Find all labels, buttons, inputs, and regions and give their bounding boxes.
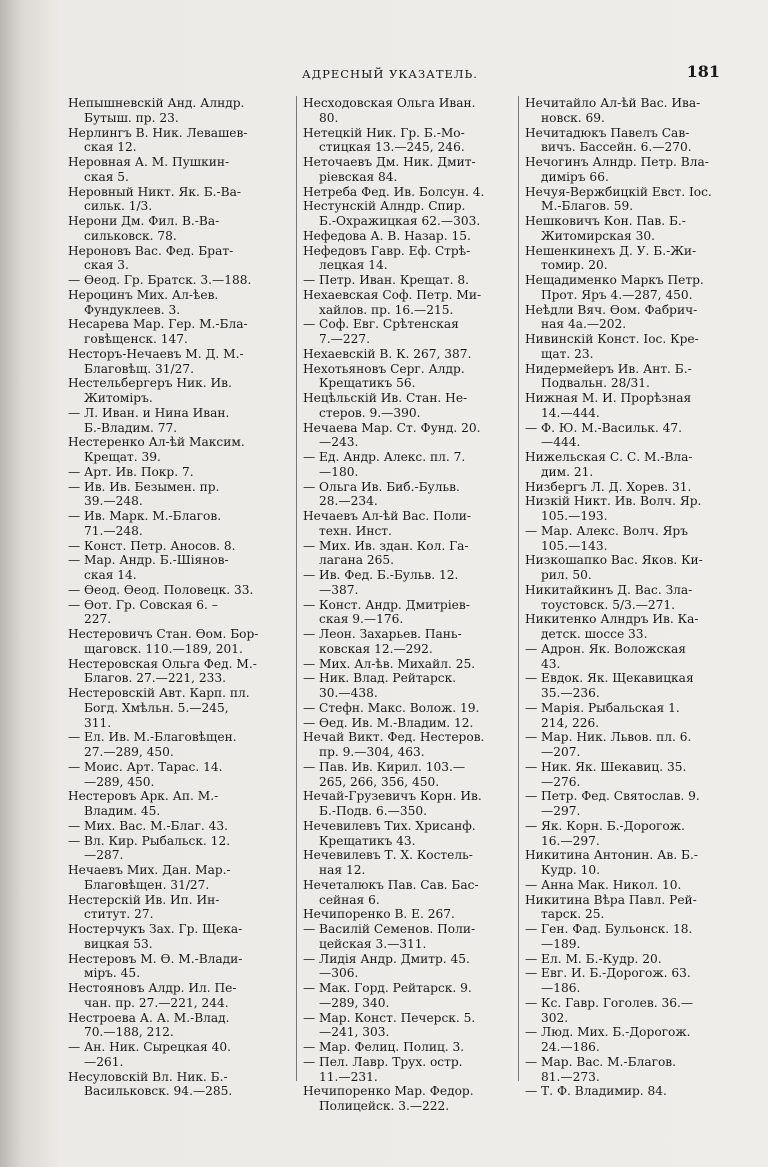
directory-continuation-line: Крещатикъ 43. <box>319 833 416 848</box>
directory-continuation-line: томир. 20. <box>541 258 608 273</box>
column-2 <box>296 96 511 1113</box>
directory-subentry-line: — Мар. Вас. М.-Благов. <box>525 1054 677 1069</box>
directory-continuation-line: Бутыш. пр. 23. <box>84 110 179 125</box>
directory-continuation-line: ная 12. <box>319 863 366 877</box>
directory-entry-line: Нефедова А. В. Назар. 15. <box>303 228 471 243</box>
directory-continuation-line: —387. <box>319 582 359 597</box>
directory-entry-line: Нестеровъ Арк. Ап. М.- <box>68 789 219 804</box>
directory-entry-line: Нестунскій Алндр. Спир. <box>303 199 466 214</box>
directory-subentry-line: — Соф. Евг. Срѣтенская <box>303 317 459 332</box>
directory-entry-line: Непышневскій Анд. Алндр. <box>68 96 245 110</box>
directory-entry-line: Несходовская Ольга Иван. <box>303 96 476 110</box>
directory-continuation-line: 30.—438. <box>319 686 378 700</box>
directory-continuation-line: 28.—234. <box>319 494 378 509</box>
directory-continuation-line: Кудр. 10. <box>541 863 601 877</box>
directory-continuation-line: сильковск. 78. <box>84 228 177 243</box>
directory-continuation-line: —261. <box>84 1054 124 1069</box>
directory-subentry-line: — Адрон. Як. Воложская <box>525 641 686 656</box>
directory-continuation-line: Житомирская 30. <box>541 228 655 243</box>
directory-entry-line: Нижельская С. С. М.-Вла- <box>525 450 693 464</box>
directory-continuation-line: —306. <box>319 966 359 981</box>
directory-continuation-line: 35.—236. <box>541 686 600 700</box>
directory-entry-line: Нечай-Грузевичъ Корн. Ив. <box>303 789 482 804</box>
directory-continuation-line: стицкая 13.—245, 246. <box>319 140 465 155</box>
directory-entry-line: Нечипоренко В. Е. 267. <box>303 907 455 922</box>
directory-subentry-line: — Лидія Андр. Дмитр. 45. <box>303 951 470 966</box>
directory-entry-line: Нерони Дм. Фил. В.-Ва- <box>68 214 220 228</box>
directory-continuation-line: ская 14. <box>84 568 137 582</box>
directory-entry-line: Нероновъ Вас. Фед. Брат- <box>68 243 234 258</box>
directory-continuation-line: —207. <box>541 745 581 759</box>
directory-continuation-line: говѣщенск. 147. <box>84 332 188 346</box>
directory-entry-line: Нечай Викт. Фед. Нестеров. <box>303 730 485 745</box>
directory-entry-line: Нестеровичъ Стан. Өом. Бор- <box>68 627 259 641</box>
directory-continuation-line: —241, 303. <box>319 1025 390 1040</box>
directory-entry-line: Нестеровскій Авт. Карп. пл. <box>68 686 250 700</box>
directory-continuation-line: Б.-Подв. 6.—350. <box>319 804 427 818</box>
directory-continuation-line: —297. <box>541 804 581 818</box>
directory-subentry-line: — Люд. Мих. Б.-Дорогож. <box>525 1025 691 1040</box>
directory-continuation-line: ріевская 84. <box>319 169 398 184</box>
directory-continuation-line: ская 5. <box>84 169 129 184</box>
directory-continuation-line: Подвальн. 28/31. <box>541 376 650 391</box>
directory-subentry-line: — Ив. Ив. Безымен. пр. <box>68 479 220 494</box>
directory-continuation-line: сейная 6. <box>319 892 380 907</box>
directory-entry-line: Нестеровская Ольга Фед. М.- <box>68 656 257 671</box>
directory-subentry-line: — Петр. Фед. Святослав. 9. <box>525 789 700 804</box>
directory-entry-line: Нивинскій Конст. Іос. Кре- <box>525 332 699 346</box>
directory-subentry-line: — Мар. Ник. Львов. пл. 6. <box>525 730 692 745</box>
directory-entry-line: Нечогинъ Алндр. Петр. Вла- <box>525 155 709 169</box>
directory-continuation-line: 39.—248. <box>84 494 143 509</box>
directory-continuation-line: Богд. Хмѣльн. 5.—245, <box>84 700 229 715</box>
directory-entry-line: Нечаевъ Ал-ѣй Вас. Поли- <box>303 509 472 523</box>
directory-subentry-line: — Өед. Ив. М.-Владим. 12. <box>303 715 474 730</box>
directory-entry-line: Несарева Мар. Гер. М.-Бла- <box>68 317 248 332</box>
directory-continuation-line: 27.—289, 450. <box>84 745 174 759</box>
directory-subentry-line: — Василій Семенов. Поли- <box>303 922 476 936</box>
directory-subentry-line: — Ген. Фад. Бульонск. 18. <box>525 922 693 936</box>
directory-continuation-line: Васильковск. 94.—285. <box>84 1084 233 1099</box>
directory-continuation-line: Благовѣщен. 31/27. <box>84 877 210 892</box>
directory-continuation-line: Полицейск. 3.—222. <box>319 1099 450 1113</box>
directory-entry-line: Нетреба Фед. Ив. Болсун. 4. <box>303 184 485 199</box>
directory-continuation-line: вицкая 53. <box>84 936 153 951</box>
directory-continuation-line: Фундуклеев. 3. <box>84 302 181 317</box>
directory-entry-line: Нестерскій Ив. Ип. Ин- <box>68 892 220 907</box>
directory-subentry-line: — Моис. Арт. Тарас. 14. <box>68 759 223 774</box>
directory-continuation-line: 14.—444. <box>541 405 600 420</box>
directory-entry-line: Нетецкій Ник. Гр. Б.-Мо- <box>303 125 465 140</box>
directory-continuation-line: ская 9.—176. <box>319 612 404 627</box>
directory-continuation-line: —289, 450. <box>84 774 155 789</box>
directory-entry-line: Нечитадюкъ Павелъ Сав- <box>525 125 690 140</box>
directory-continuation-line: міръ. 45. <box>84 966 141 981</box>
directory-continuation-line: 11.—231. <box>319 1069 378 1084</box>
directory-continuation-line: Владим. 45. <box>84 804 161 818</box>
directory-continuation-line: —243. <box>319 435 359 450</box>
directory-continuation-line: рил. 50. <box>541 568 592 582</box>
directory-entry-line: Ностерчукъ Зах. Гр. Щека- <box>68 922 243 936</box>
directory-entry-line: Низкій Никт. Ив. Волч. Яр. <box>525 494 702 509</box>
directory-subentry-line: — Пел. Лавр. Трух. остр. <box>303 1054 463 1069</box>
directory-entry-line: Низбергъ Л. Д. Хорев. 31. <box>525 479 692 494</box>
directory-entry-line: Нестельбергеръ Ник. Ив. <box>68 376 232 391</box>
directory-subentry-line: — Евг. И. Б.-Дорогож. 63. <box>525 966 691 981</box>
directory-continuation-line: 105.—193. <box>541 509 608 523</box>
directory-entry-line: Нестояновъ Алдр. Ил. Пе- <box>68 981 237 995</box>
directory-continuation-line: Благовѣщ. 31/27. <box>84 361 194 376</box>
directory-continuation-line: —180. <box>319 464 359 479</box>
directory-continuation-line: сильк. 1/3. <box>84 199 153 214</box>
directory-continuation-line: ная 4а.—202. <box>541 317 627 332</box>
directory-continuation-line: лецкая 14. <box>319 258 388 273</box>
directory-subentry-line: — Мар. Андр. Б.-Шіянов- <box>68 553 229 568</box>
directory-continuation-line: —287. <box>84 848 124 863</box>
directory-continuation-line: 265, 266, 356, 450. <box>319 774 440 789</box>
directory-continuation-line: М.-Благов. 59. <box>541 199 634 214</box>
directory-entry-line: Нечевилевъ Т. Х. Костель- <box>303 848 473 863</box>
directory-continuation-line: Б.-Владим. 77. <box>84 420 178 435</box>
directory-continuation-line: чан. пр. 27.—221, 244. <box>84 995 229 1010</box>
directory-subentry-line: — Анна Мак. Никол. 10. <box>525 877 682 892</box>
directory-entry-line: Нероцинъ Мих. Ал-ѣев. <box>68 287 219 302</box>
directory-entry-line: Нидермейеръ Ив. Ант. Б.- <box>525 361 692 376</box>
directory-continuation-line: 43. <box>541 656 561 671</box>
directory-subentry-line: — Мар. Фелиц. Полиц. 3. <box>303 1040 465 1054</box>
directory-continuation-line: пр. 9.—304, 463. <box>319 745 425 759</box>
directory-continuation-line: —189. <box>541 936 581 951</box>
directory-subentry-line: — Ник. Як. Шекавиц. 35. <box>525 759 687 774</box>
directory-subentry-line: — Марія. Рыбальская 1. <box>525 700 680 715</box>
directory-subentry-line: — Як. Корн. Б.-Дорогож. <box>525 818 685 833</box>
directory-subentry-line: — Конст. Андр. Дмитріев- <box>303 597 470 612</box>
directory-entry-line: Низкошапко Вас. Яков. Ки- <box>525 553 703 568</box>
directory-continuation-line: стеров. 9.—390. <box>319 405 421 420</box>
directory-entry-line: Неѣдли Вяч. Өом. Фабрич- <box>525 302 698 317</box>
directory-continuation-line: Крещат. 39. <box>84 450 161 464</box>
directory-subentry-line: — Ив. Марк. М.-Благов. <box>68 509 222 523</box>
running-title: АДРЕСНЫЙ УКАЗАТЕЛЬ. <box>302 67 478 81</box>
directory-continuation-line: 71.—248. <box>84 523 143 538</box>
directory-entry-line: Никитина Антонин. Ав. Б.- <box>525 848 698 863</box>
directory-subentry-line: — Өеод. Өеод. Половецк. 33. <box>68 582 254 597</box>
directory-subentry-line: — Ед. Андр. Алекс. пл. 7. <box>303 450 466 464</box>
directory-continuation-line: ская 3. <box>84 258 129 273</box>
directory-subentry-line: — Ник. Влад. Рейтарск. <box>303 671 457 686</box>
page-header <box>60 62 720 84</box>
directory-entry-line: Нецѣльскій Ив. Стан. Не- <box>303 391 468 405</box>
directory-subentry-line: — Арт. Ив. Покр. 7. <box>68 464 194 479</box>
directory-entry-line: Нестеровъ М. Ө. М.-Влади- <box>68 951 243 966</box>
directory-subentry-line: — Леон. Захарьев. Пань- <box>303 627 462 641</box>
directory-entry-line: Нечеталюкъ Пав. Сав. Бас- <box>303 877 479 892</box>
directory-subentry-line: — Өеод. Гр. Братск. 3.—188. <box>68 273 252 287</box>
directory-subentry-line: — Өот. Гр. Совская 6. – <box>68 597 218 612</box>
directory-entry-line: Нехаевскій В. К. 267, 387. <box>303 346 472 361</box>
directory-continuation-line: тарск. 25. <box>541 907 605 922</box>
directory-continuation-line: детск. шоссе 33. <box>541 627 648 641</box>
directory-subentry-line: — Стефн. Макс. Волож. 19. <box>303 700 480 715</box>
directory-entry-line: Нещадименко Маркъ Петр. <box>525 273 704 287</box>
directory-continuation-line: 7.—227. <box>319 332 370 346</box>
directory-subentry-line: — Конст. Петр. Аносов. 8. <box>68 538 236 553</box>
directory-subentry-line: — Евдок. Як. Щекавицкая <box>525 671 694 686</box>
directory-continuation-line: ская 12. <box>84 140 137 155</box>
directory-continuation-line: цейская 3.—311. <box>319 936 427 951</box>
directory-entry-line: Нечаевъ Мих. Дан. Мар.- <box>68 863 231 877</box>
directory-entry-line: Нехаевская Соф. Петр. Ми- <box>303 287 482 302</box>
directory-entry-line: Нешенкинехъ Д. У. Б.-Жи- <box>525 243 697 258</box>
directory-continuation-line: 311. <box>84 715 112 730</box>
directory-continuation-line: 302. <box>541 1010 569 1025</box>
directory-entry-line: Нечуя-Вержбицкій Евст. Іос. <box>525 184 712 199</box>
directory-continuation-line: 105.—143. <box>541 538 608 553</box>
column-3 <box>518 96 733 1099</box>
directory-subentry-line: — Вл. Кир. Рыбальск. 12. <box>68 833 231 848</box>
directory-continuation-line: —289, 340. <box>319 995 390 1010</box>
directory-columns <box>68 96 728 1113</box>
directory-entry-line: Никитайкинъ Д. Вас. Зла- <box>525 582 693 597</box>
directory-entry-line: Нерлингъ В. Ник. Левашев- <box>68 125 248 140</box>
directory-subentry-line: — Ф. Ю. М.-Васильк. 47. <box>525 420 682 435</box>
directory-entry-line: Нестеренко Ал-ѣй Максим. <box>68 435 245 450</box>
directory-entry-line: Несуловскій Вл. Ник. Б.- <box>68 1069 228 1084</box>
directory-entry-line: Нехотьяновъ Серг. Алдр. <box>303 361 465 376</box>
directory-continuation-line: щат. 23. <box>541 346 594 361</box>
directory-subentry-line: — Ан. Ник. Сырецкая 40. <box>68 1040 231 1054</box>
directory-continuation-line: лагана 265. <box>319 553 395 568</box>
directory-entry-line: Нечаева Мар. Ст. Фунд. 20. <box>303 420 481 435</box>
page-number: 181 <box>686 62 720 81</box>
directory-continuation-line: 80. <box>319 110 339 125</box>
directory-subentry-line: — Мих. Вас. М.-Благ. 43. <box>68 818 229 833</box>
directory-entry-line: Несторъ-Нечаевъ М. Д. М.- <box>68 346 244 361</box>
directory-continuation-line: —186. <box>541 981 581 995</box>
directory-subentry-line: — Мак. Горд. Рейтарск. 9. <box>303 981 472 995</box>
directory-continuation-line: 70.—188, 212. <box>84 1025 174 1040</box>
directory-subentry-line: — Ольга Ив. Биб.-Бульв. <box>303 479 460 494</box>
directory-continuation-line: дим. 21. <box>541 464 594 479</box>
directory-continuation-line: —276. <box>541 774 581 789</box>
directory-subentry-line: — Ел. М. Б.-Кудр. 20. <box>525 951 662 966</box>
directory-continuation-line: хайлов. пр. 16.—215. <box>319 302 454 317</box>
directory-continuation-line: ститут. 27. <box>84 907 154 922</box>
directory-entry-line: Нечипоренко Мар. Федор. <box>303 1084 474 1099</box>
directory-entry-line: Никитенко Алндръ Ив. Ка- <box>525 612 699 627</box>
directory-subentry-line: — Пав. Ив. Кирил. 103.— <box>303 759 466 774</box>
directory-entry-line: Нефедовъ Гавр. Еф. Стрѣ- <box>303 243 471 258</box>
directory-continuation-line: щаговск. 110.—189, 201. <box>84 641 243 656</box>
directory-continuation-line: вичъ. Бассейн. 6.—270. <box>541 140 692 155</box>
directory-continuation-line: ковская 12.—292. <box>319 641 433 656</box>
directory-continuation-line: 16.—297. <box>541 833 600 848</box>
directory-subentry-line: — Петр. Иван. Крещат. 8. <box>303 273 469 287</box>
directory-continuation-line: тоустовск. 5/3.—271. <box>541 597 676 612</box>
directory-subentry-line: — Ив. Фед. Б.-Бульв. 12. <box>303 568 459 582</box>
directory-entry-line: Нестроева А. А. М.-Влад. <box>68 1010 230 1025</box>
directory-continuation-line: Житоміръ. <box>84 391 153 405</box>
directory-entry-line: Неровный Никт. Як. Б.-Ва- <box>68 184 242 199</box>
directory-subentry-line: — Л. Иван. и Нина Иван. <box>68 405 230 420</box>
directory-subentry-line: — Кс. Гавр. Гоголев. 36.— <box>525 995 694 1010</box>
directory-continuation-line: 214, 226. <box>541 715 600 730</box>
directory-entry-line: Неровная А. М. Пушкин- <box>68 155 230 169</box>
directory-subentry-line: — Мар. Конст. Печерск. 5. <box>303 1010 476 1025</box>
directory-continuation-line: Прот. Яръ 4.—287, 450. <box>541 287 693 302</box>
directory-continuation-line: Крещатикъ 56. <box>319 376 416 391</box>
directory-continuation-line: новск. 69. <box>541 110 605 125</box>
directory-continuation-line: 24.—186. <box>541 1040 600 1054</box>
directory-continuation-line: 227. <box>84 612 112 627</box>
directory-subentry-line: — Мар. Алекс. Волч. Яръ <box>525 523 688 538</box>
directory-entry-line: Нечитайло Ал-ѣй Вас. Ива- <box>525 96 701 110</box>
directory-subentry-line: — Т. Ф. Владимир. 84. <box>525 1084 667 1099</box>
directory-continuation-line: диміръ 66. <box>541 169 609 184</box>
directory-subentry-line: — Мих. Ив. здан. Кол. Га- <box>303 538 469 553</box>
directory-entry-line: Неточаевъ Дм. Ник. Дмит- <box>303 155 476 169</box>
directory-subentry-line: — Ел. Ив. М.-Благовѣщен. <box>68 730 237 745</box>
directory-entry-line: Нешковичъ Кон. Пав. Б.- <box>525 214 686 228</box>
directory-subentry-line: — Мих. Ал-ѣв. Михайл. 25. <box>303 656 476 671</box>
directory-entry-line: Нижная М. И. Прорѣзная <box>525 391 692 405</box>
directory-continuation-line: Б.-Охражицкая 62.—303. <box>319 214 481 228</box>
directory-continuation-line: —444. <box>541 435 581 450</box>
directory-continuation-line: Благов. 27.—221, 233. <box>84 671 227 686</box>
directory-entry-line: Никитина Вѣра Павл. Рей- <box>525 892 697 907</box>
directory-continuation-line: 81.—273. <box>541 1069 600 1084</box>
directory-entry-line: Нечевилевъ Тих. Хрисанф. <box>303 818 476 833</box>
column-1 <box>68 96 276 1099</box>
directory-continuation-line: техн. Инст. <box>319 523 392 538</box>
